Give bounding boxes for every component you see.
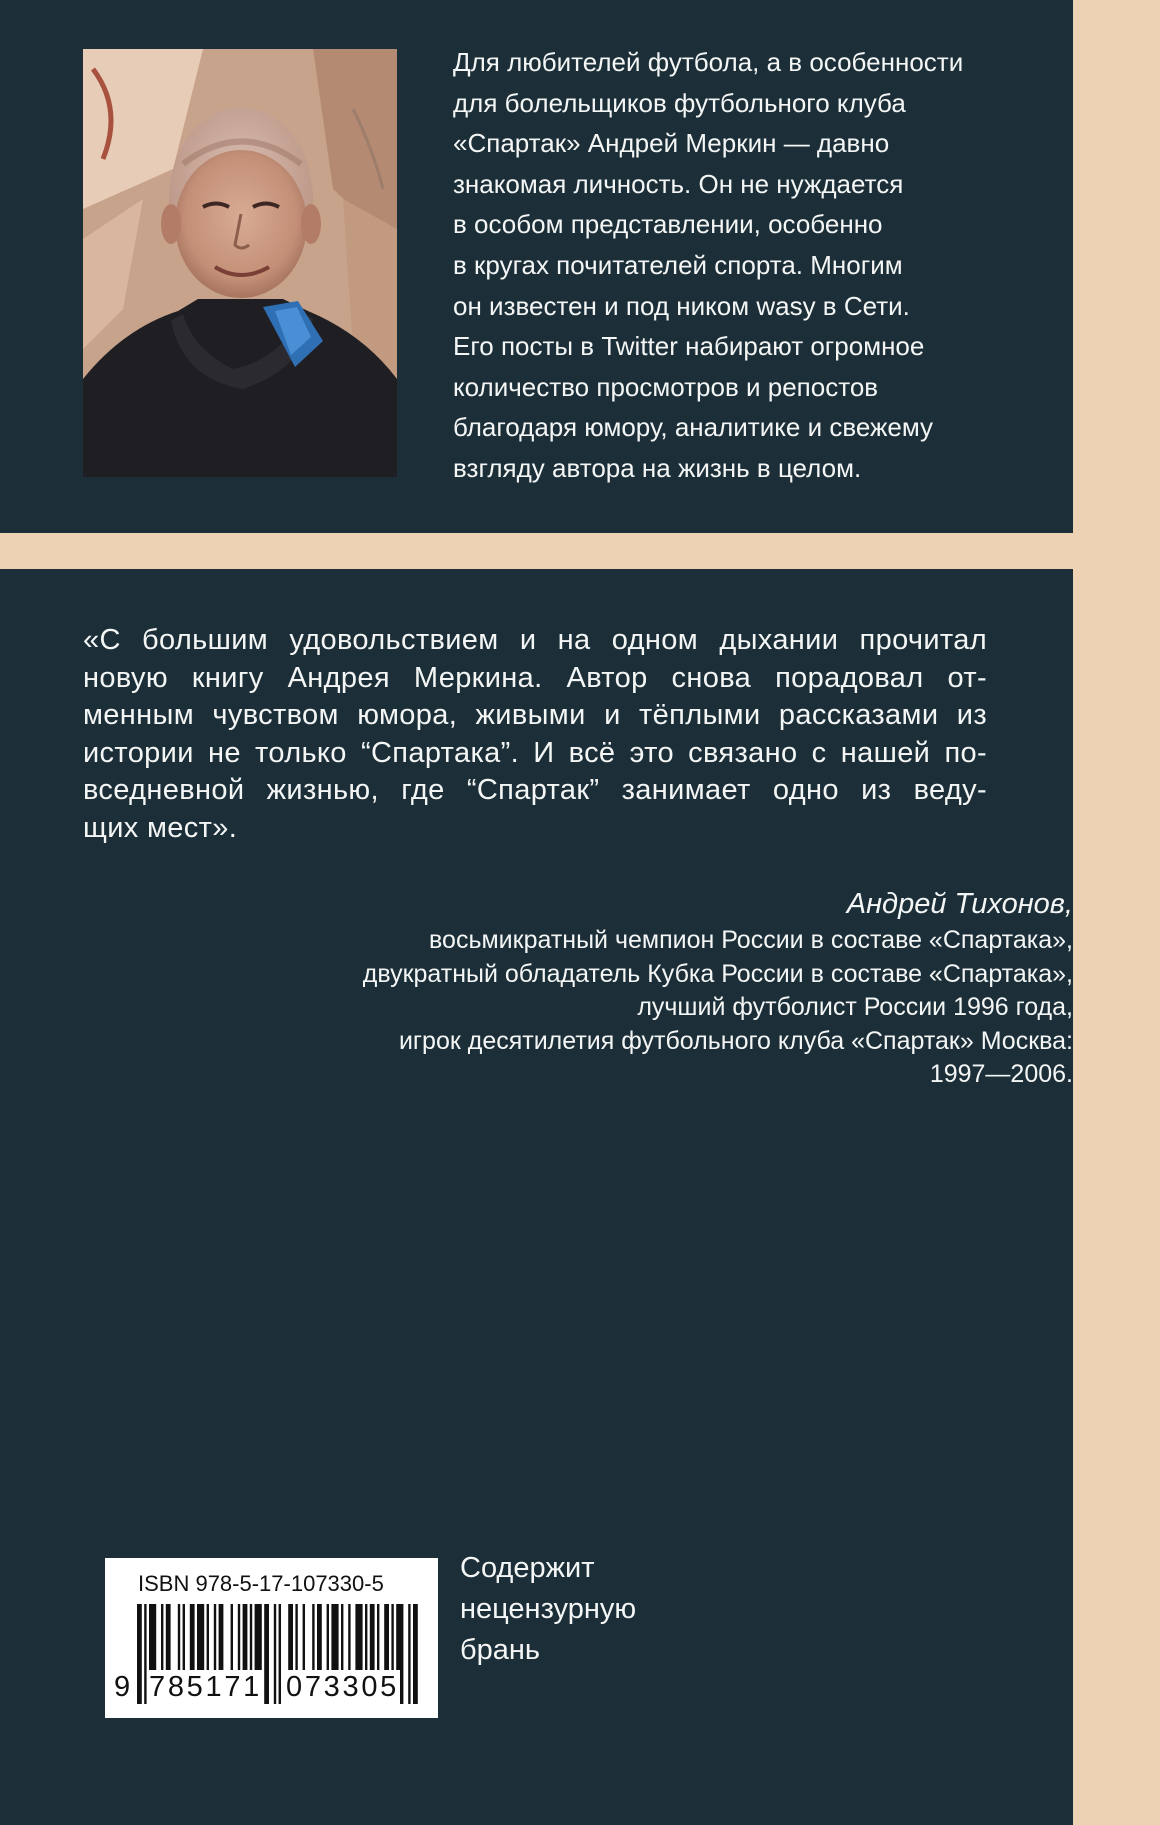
bio-line: взгляду автора на жизнь в целом. [453, 452, 862, 483]
bio-line: «Спартак» Андрей Меркин — давно [453, 128, 890, 159]
warning-line: Содержит [460, 1552, 595, 1584]
barcode-digit-first: 9 [114, 1671, 131, 1703]
quote-line: вседневной жизнью, где “Спартак” занимает одно из веду- [83, 774, 987, 806]
author-bio [453, 42, 1053, 489]
barcode-bar [279, 1604, 281, 1704]
quote-line: менным чувством юмора, живыми и тёплыми рассказами из [83, 699, 987, 731]
attribution-line: 1997—2006. [929, 1060, 1073, 1088]
barcode-bar [144, 1604, 146, 1704]
review-quote [83, 622, 987, 847]
attribution-name: Андрей Тихонов, [846, 888, 1073, 920]
barcode-bar [137, 1604, 142, 1704]
bio-line: в особом представлении, особенно [453, 209, 883, 240]
attribution-line: лучший футболист России 1996 года, [637, 993, 1073, 1021]
attribution-line: двукратный обладатель Кубка России в составе «Спартака», [362, 959, 1073, 988]
bio-line: в кругах почитателей спорта. Многим [453, 249, 903, 280]
bio-line: знакомая личность. Он не нуждается [453, 168, 904, 199]
barcode-bar [408, 1604, 410, 1704]
barcode-digits-right: 073305 [286, 1671, 399, 1703]
quote-line: новую книгу Андрея Меркина. Автор снова порадовал от- [83, 661, 987, 694]
author-portrait-image [83, 49, 397, 477]
quote-attribution [173, 884, 1073, 1092]
author-photo [83, 49, 397, 477]
top-panel [0, 0, 1073, 533]
bio-line: для болельщиков футбольного клуба [453, 87, 906, 118]
attribution-line: восьмикратный чемпион России в составе «Спартака», [429, 926, 1073, 954]
barcode-bar [274, 1604, 276, 1704]
content-warning [460, 1548, 636, 1671]
barcode-digits-left: 785171 [149, 1671, 262, 1703]
quote-line: щих мест». [83, 811, 238, 844]
barcode-bar [264, 1604, 269, 1704]
bio-line: количество просмотров и репостов [453, 371, 879, 402]
warning-line: брань [460, 1634, 540, 1666]
bio-line: он известен и под ником wasy в Сети. [453, 290, 910, 321]
barcode-bar [413, 1604, 418, 1704]
quote-line: истории не только “Спартака”. И всё это связано с нашей по- [83, 736, 987, 769]
attribution-line: игрок десятилетия футбольного клуба «Спартак» Москва: [398, 1026, 1073, 1055]
bio-line: Для любителей футбола, а в особенности [453, 47, 964, 77]
quote-line: «С большим удовольствием и на одном дыхании прочитал [83, 624, 987, 656]
bio-line: Его посты в Twitter набирают огромное [453, 331, 925, 362]
bio-line: благодаря юмору, аналитике и свежему [453, 412, 934, 443]
isbn-label: ISBN 978-5-17-107330-5 [138, 1571, 384, 1596]
warning-line: нецензурную [460, 1593, 637, 1625]
isbn-barcode [105, 1558, 438, 1718]
